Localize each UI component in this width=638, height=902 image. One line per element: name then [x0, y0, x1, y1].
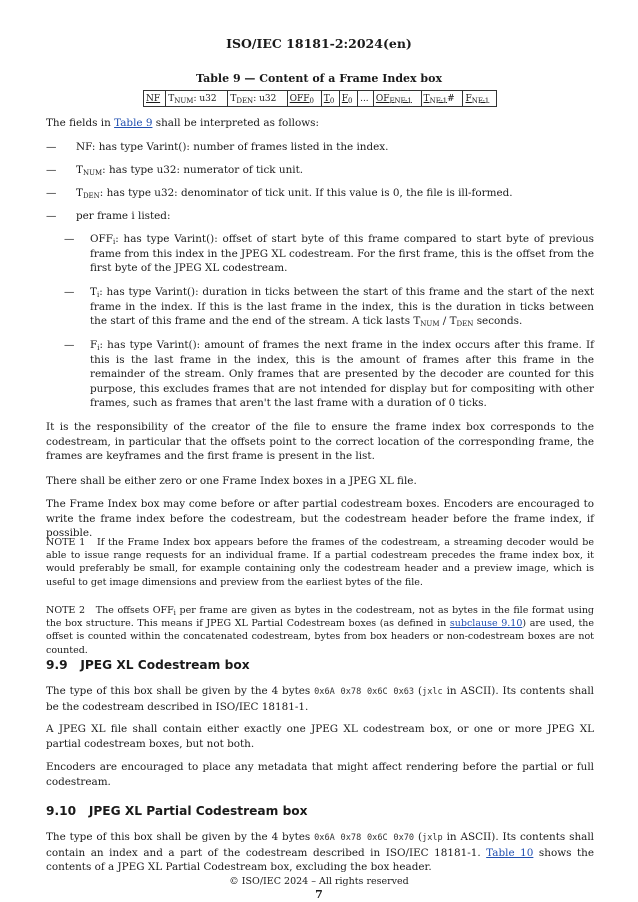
table-cell-offnf: $OF_{FNF-1}$ [373, 91, 421, 107]
list-dash: — [46, 164, 57, 176]
table-cell-tden: $T_{DEN}$: u32 [228, 91, 287, 107]
table-row [144, 91, 497, 107]
list-item-ti: $T_i$: has type Varint(): duration in ticks between the start of this frame and the start of the next frame in the index. If this is the last frame in the index, this is the duration in ticks between the start of this frame and the end of the stream. A tick lasts $T_{NUM} / T_{DEN}$ seconds. [90, 286, 594, 329]
paragraph-responsibility: It is the responsibility of the creator of the file to ensure the frame index box corresponds to the codestream, in particular that the offsets point to the correct location of the corresponding frame, the frames are keyframes and the first frame is present in the list. [46, 421, 594, 463]
list-item-fi: $F_i$: has type Varint(): amount of frames the next frame in the index occurs after this frame. If this is the last frame in the index, this is the amount of frames after this frame in the remainder of the stream. Only frames that are presented by the decoder are counted for this purpose, this excludes frames that are not intended for display but for compositing with other frames, such as frames that aren't the last frame with a duration of 0 ticks. [90, 339, 594, 410]
list-item-per-frame: per frame i listed: [76, 210, 171, 222]
subclause-9-10-link[interactable]: subclause 9.10 [449, 618, 523, 630]
footer-copyright: © ISO/IEC 2024 – All rights reserved [229, 876, 409, 887]
note-label: NOTE 2 [46, 605, 86, 616]
note-label: NOTE 1 [46, 537, 86, 548]
list-item-tden: $T_{DEN}$: has type u32: denominator of tick unit. If this value is 0, the file is ill-formed. [76, 187, 513, 200]
paragraph-zero-or-one: There shall be either zero or one Frame Index boxes in a JPEG XL file. [46, 475, 417, 487]
sec910-paragraph-1: The type of this box shall be given by the 4 bytes 0x6A 0x78 0x6C 0x70 (jxlp in ASCII). Its contents shall contain an index and a part of the codestream described in ISO/IEC 18181-1. Table 10 shows the contents of a JPEG XL Partial Codestream box, excluding the box header. [46, 831, 594, 874]
list-dash: — [46, 141, 57, 153]
running-header: ISO/IEC 18181-2:2024(en) [226, 36, 412, 51]
table-cell-fnf: $F_{NF-1}$ [463, 91, 497, 107]
list-item-tnum: $T_{NUM}$: has type u32: numerator of tick unit. [76, 164, 304, 177]
note-1: NOTE 1 If the Frame Index box appears before the frames of the codestream, a streaming decoder would be able to issue range requests for an individual frame. If a partial codestream precedes the frame index box, it would preferably be small, for example containing only the codestream header and a preview image, which is useful to get image dimensions and preview from the earliest bytes of the file. [46, 537, 595, 588]
table-cell-f0: $F_0$ [339, 91, 357, 107]
sec99-paragraph-3: Encoders are encouraged to place any metadata that might affect rendering before the partial or full codestream. [46, 761, 594, 788]
section-heading-9-9: 9.9 JPEG XL Codestream box [46, 658, 250, 672]
list-dash: — [46, 210, 57, 222]
table-10-link[interactable]: Table 10 [486, 846, 534, 859]
page-number: 7 [315, 888, 323, 901]
table-cell-off0: $OFF_0$ [287, 91, 321, 107]
list-dash: — [46, 187, 57, 199]
table-cell-ellipsis: ... [358, 91, 374, 107]
list-dash: — [64, 339, 75, 351]
table-9-link[interactable]: Table 9 [114, 117, 153, 129]
table-cell-tnf: $T_{NF-1}\#$ [421, 91, 463, 107]
table-cell-t0: $T_0$ [321, 91, 339, 107]
list-item-nf: NF: has type Varint(): number of frames listed in the index. [76, 141, 389, 153]
paragraph-ordering: The Frame Index box may come before or after partial codestream boxes. Encoders are encouraged to write the frame index before the codestream, but the codestream header before the frame index, if possible. [46, 498, 594, 540]
sec99-paragraph-2: A JPEG XL file shall contain either exactly one JPEG XL codestream box, or one or more JPEG XL partial codestream boxes, but not both. [46, 723, 594, 750]
sec99-paragraph-1: The type of this box shall be given by the 4 bytes 0x6A 0x78 0x6C 0x63 (jxlc in ASCII). Its contents shall be the codestream described in ISO/IEC 18181-1. [46, 685, 594, 713]
section-heading-9-10: 9.10 JPEG XL Partial Codestream box [46, 804, 308, 818]
table-title: Table 9 — Content of a Frame Index box [195, 72, 443, 85]
frame-index-table [143, 90, 497, 107]
list-item-offi: $OFF_i$: has type Varint(): offset of start byte of this frame compared to start byte of previous frame from this index in the JPEG XL codestream. For the first frame, this is the offset from the first byte of the JPEG XL codestream. [90, 233, 594, 275]
note-2: NOTE 2 The offsets $OFF_i$ per frame are given as bytes in the codestream, not as bytes in the file format using the box structure. This means if JPEG XL Partial Codestream boxes (as defined in subclause 9.10) are used, the offset is counted within the concatenated codestream, bytes from box headers or non-codestream boxes are not counted. [46, 605, 595, 656]
intro-paragraph: The fields in Table 9 shall be interpreted as follows: [46, 117, 319, 129]
table-cell-tnum: $T_{NUM}$: u32 [166, 91, 228, 107]
list-dash: — [64, 233, 75, 245]
table-cell-nf: NF [144, 91, 166, 107]
list-dash: — [64, 286, 75, 298]
